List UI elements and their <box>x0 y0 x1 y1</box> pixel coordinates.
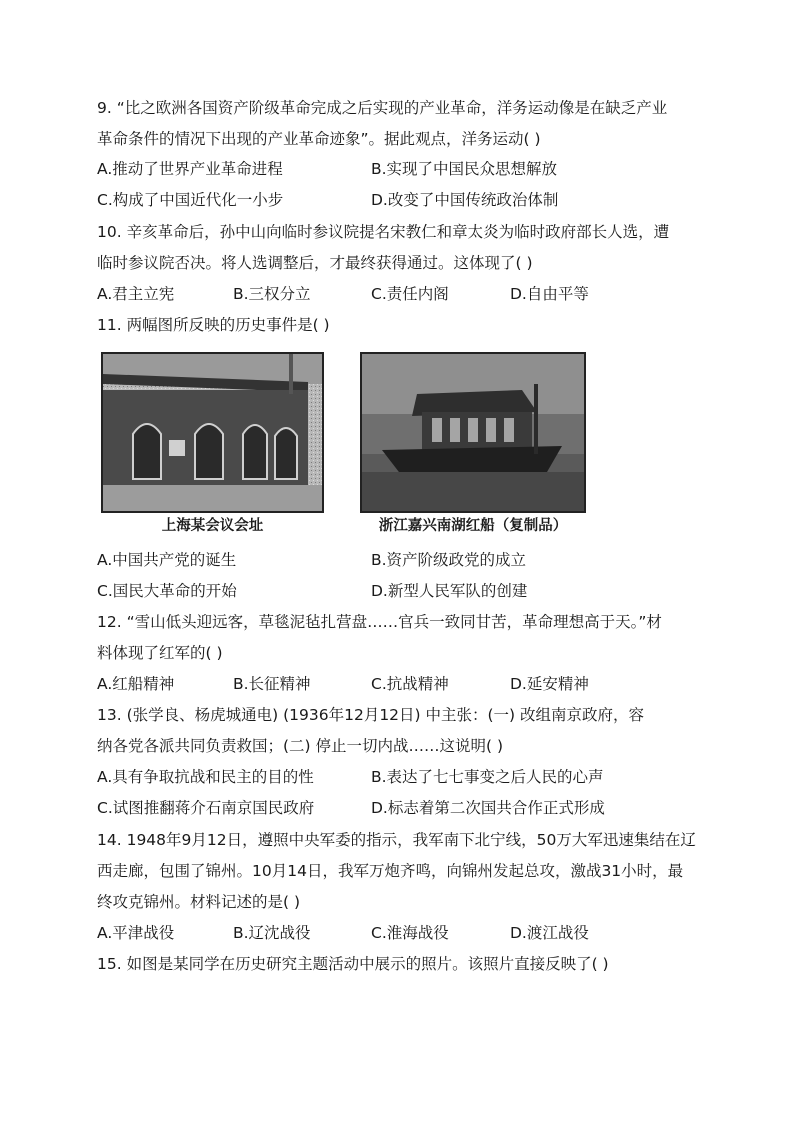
q11-options-row-1 <box>97 550 697 570</box>
q14-stem-line-3: 终攻克锦州。材料记述的是( ) <box>97 893 301 911</box>
boat-photo-icon <box>362 354 584 511</box>
q11-option-c[interactable]: C.国民大革命的开始 <box>97 582 237 600</box>
q11-stem: 11. 两幅图所反映的历史事件是( ) <box>97 316 330 334</box>
q13-option-a[interactable]: A.具有争取抗战和民主的目的性 <box>97 768 314 786</box>
q10-option-b[interactable]: B.三权分立 <box>233 285 311 303</box>
q10-stem-line-1: 10. 辛亥革命后，孙中山向临时参议院提名宋教仁和章太炎为临时政府部长人选，遭 <box>97 223 670 241</box>
q11-option-d[interactable]: D.新型人民军队的创建 <box>371 582 528 600</box>
q14-options-row <box>97 923 697 943</box>
q10-option-a[interactable]: A.君主立宪 <box>97 285 175 303</box>
building-photo-caption: 上海某会议会址 <box>161 518 264 534</box>
building-photo <box>101 352 324 513</box>
q9-option-b[interactable]: B.实现了中国民众思想解放 <box>371 160 558 178</box>
q9-options-row-2 <box>97 190 697 210</box>
q10-options-row <box>97 284 697 304</box>
q10-stem-line-2: 临时参议院否决。将人选调整后，才最终获得通过。这体现了( ) <box>97 254 533 272</box>
q13-options-row-1 <box>97 767 697 787</box>
q13-stem-line-1: 13. (张学良、杨虎城通电) (1936年12月12日) 中主张：(一) 改组南京政府，容 <box>97 706 645 724</box>
q11-option-b[interactable]: B.资产阶级政党的成立 <box>371 551 527 569</box>
q10-option-c[interactable]: C.责任内阁 <box>371 285 449 303</box>
q13-options-row-2 <box>97 798 697 818</box>
q9-options-row-1 <box>97 159 697 179</box>
q13-option-c[interactable]: C.试图推翻蒋介石南京国民政府 <box>97 799 315 817</box>
q11-option-a[interactable]: A.中国共产党的诞生 <box>97 551 237 569</box>
q9-stem-line-1: 9. “比之欧洲各国资产阶级革命完成之后实现的产业革命，洋务运动像是在缺乏产业 <box>97 99 668 117</box>
q9-option-d[interactable]: D.改变了中国传统政治体制 <box>371 191 559 209</box>
building-photo-icon <box>103 354 322 511</box>
q14-stem-line-2: 西走廊，包围了锦州。10月14日，我军万炮齐鸣，向锦州发起总攻，激战31小时，最 <box>97 862 684 880</box>
q13-option-d[interactable]: D.标志着第二次国共合作正式形成 <box>371 799 605 817</box>
q14-option-a[interactable]: A.平津战役 <box>97 924 175 942</box>
boat-photo <box>360 352 586 513</box>
q13-stem-line-2: 纳各党各派共同负责救国；(二) 停止一切内战……这说明( ) <box>97 737 504 755</box>
q14-option-b[interactable]: B.辽沈战役 <box>233 924 311 942</box>
q9-stem-line-2: 革命条件的情况下出现的产业革命迹象”。据此观点，洋务运动( ) <box>97 130 541 148</box>
q9-option-c[interactable]: C.构成了中国近代化一小步 <box>97 191 284 209</box>
q12-option-b[interactable]: B.长征精神 <box>233 675 311 693</box>
q12-option-c[interactable]: C.抗战精神 <box>371 675 449 693</box>
q12-option-a[interactable]: A.红船精神 <box>97 675 175 693</box>
q14-stem-line-1: 14. 1948年9月12日，遵照中央军委的指示，我军南下北宁线，50万大军迅速集结在辽 <box>97 831 696 849</box>
boat-photo-caption: 浙江嘉兴南湖红船（复制品） <box>378 518 568 534</box>
q11-options-row-2 <box>97 581 697 601</box>
q12-stem-line-1: 12. “雪山低头迎远客，草毯泥毡扎营盘……官兵一致同甘苦，革命理想高于天。”材 <box>97 613 662 631</box>
q15-stem: 15. 如图是某同学在历史研究主题活动中展示的照片。该照片直接反映了( ) <box>97 955 609 973</box>
q13-option-b[interactable]: B.表达了七七事变之后人民的心声 <box>371 768 604 786</box>
q10-option-d[interactable]: D.自由平等 <box>510 285 589 303</box>
q9-option-a[interactable]: A.推动了世界产业革命进程 <box>97 160 283 178</box>
q14-option-c[interactable]: C.淮海战役 <box>371 924 449 942</box>
q14-option-d[interactable]: D.渡江战役 <box>510 924 589 942</box>
q12-stem-line-2: 料体现了红军的( ) <box>97 644 223 662</box>
q12-options-row <box>97 674 697 694</box>
q12-option-d[interactable]: D.延安精神 <box>510 675 589 693</box>
